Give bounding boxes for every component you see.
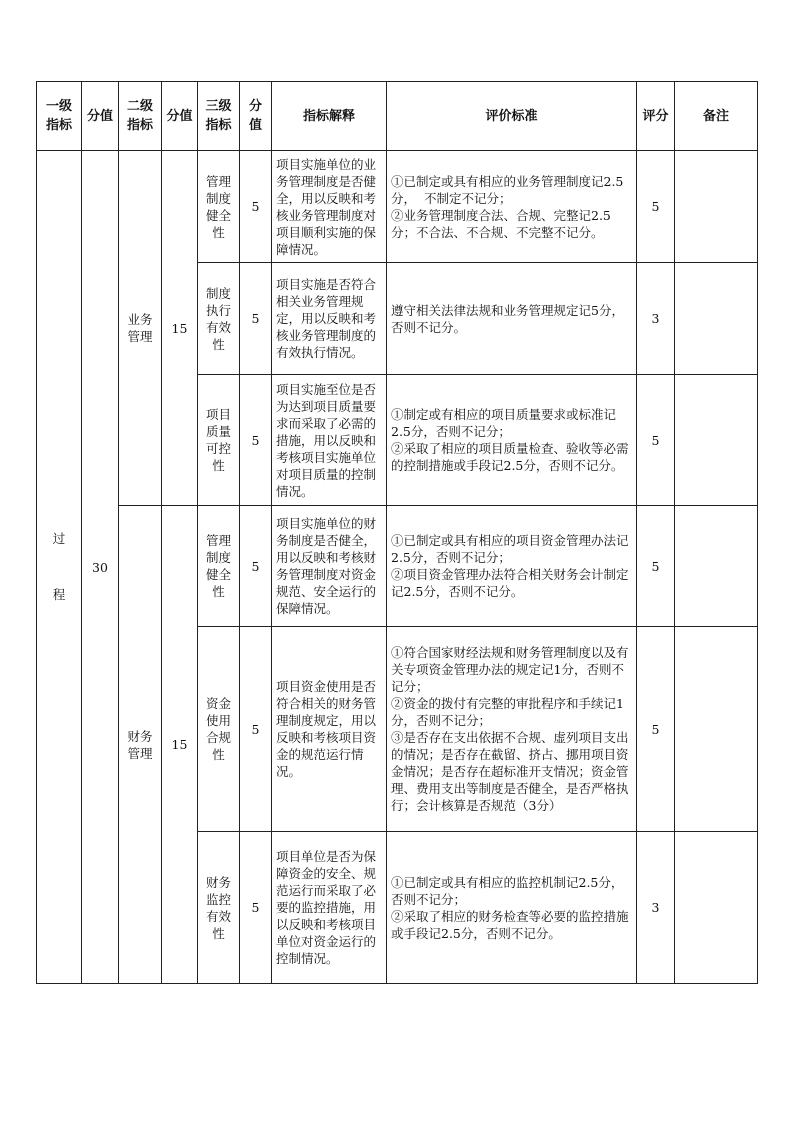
level3-name: 财务监控有效性 — [198, 832, 240, 984]
group-name-finance: 财务管理 — [119, 506, 162, 984]
criteria-cell: ①已制定或具有相应的监控机制记2.5分，否则不记分； ②采取了相应的财务检查等必要的监控措施或手段记2.5分，否则不记分。 — [387, 832, 637, 984]
level1-name-cell — [37, 151, 82, 984]
criteria-cell: ①已制定或具有相应的项目资金管理办法记2.5分，否则不记分； ②项目资金管理办法符合相关财务会计制定记2.5分，否则不记分。 — [387, 506, 637, 627]
level3-score: 5 — [240, 375, 272, 506]
rating-cell: 3 — [637, 832, 675, 984]
level3-name: 制度执行有效性 — [198, 263, 240, 375]
remark-cell — [675, 627, 758, 832]
header-level1: 一级指标 — [37, 82, 82, 151]
remark-cell — [675, 263, 758, 375]
remark-cell — [675, 375, 758, 506]
header-explanation: 指标解释 — [272, 82, 387, 151]
explanation-cell: 项目实施是否符合相关业务管理规定，用以反映和考核业务管理制度的有效执行情况。 — [272, 263, 387, 375]
header-criteria: 评价标准 — [387, 82, 637, 151]
explanation-cell: 项目实施单位的财务制度是否健全，用以反映和考核财务管理制度对资金规范、安全运行的保障情况。 — [272, 506, 387, 627]
rating-cell: 3 — [637, 263, 675, 375]
level3-score: 5 — [240, 832, 272, 984]
header-score1: 分值 — [82, 82, 119, 151]
explanation-cell: 项目资金使用是否符合相关的财务管理制度规定，用以反映和考核项目资金的规范运行情况。 — [272, 627, 387, 832]
evaluation-table — [36, 81, 758, 984]
rating-cell: 5 — [637, 627, 675, 832]
level3-score: 5 — [240, 506, 272, 627]
table-row — [37, 151, 758, 263]
level3-name: 管理制度健全性 — [198, 151, 240, 263]
level3-name: 项目质量可控性 — [198, 375, 240, 506]
level3-score: 5 — [240, 151, 272, 263]
level1-score: 30 — [82, 151, 119, 984]
group-score-finance: 15 — [162, 506, 198, 984]
remark-cell — [675, 506, 758, 627]
rating-cell: 5 — [637, 151, 675, 263]
header-level2: 二级指标 — [119, 82, 162, 151]
level3-score: 5 — [240, 627, 272, 832]
explanation-cell: 项目实施至位是否为达到项目质量要求而采取了必需的措施，用以反映和考核项目实施单位对项目质量的控制情况。 — [272, 375, 387, 506]
criteria-cell: ①符合国家财经法规和财务管理制度以及有关专项资金管理办法的规定记1分，否则不记分； ②资金的拨付有完整的审批程序和手续记1分，否则不记分； ③是否存在支出依据不合规、虚列项目支出的情况；是否存在截留、挤占、挪用项目资金情况；是否存在超标准开支情况；资金管理、费用支出等制度是否健全，是否严格执行；会计核算是否规范（3分） — [387, 627, 637, 832]
level1-name: 过 程 — [52, 531, 66, 602]
rating-cell: 5 — [637, 506, 675, 627]
header-level3: 三级指标 — [198, 82, 240, 151]
header-remark: 备注 — [675, 82, 758, 151]
level3-score: 5 — [240, 263, 272, 375]
header-rating: 评分 — [637, 82, 675, 151]
group-name-business: 业务管理 — [119, 151, 162, 506]
table-row — [37, 506, 758, 627]
header-row — [37, 82, 758, 151]
level3-name: 资金使用合规性 — [198, 627, 240, 832]
explanation-cell: 项目单位是否为保障资金的安全、规范运行而采取了必要的监控措施，用以反映和考核项目单位对资金运行的控制情况。 — [272, 832, 387, 984]
remark-cell — [675, 832, 758, 984]
criteria-cell: 遵守相关法律法规和业务管理规定记5分，否则不记分。 — [387, 263, 637, 375]
header-score2: 分值 — [162, 82, 198, 151]
remark-cell — [675, 151, 758, 263]
criteria-cell: ①制定或有相应的项目质量要求或标准记2.5分，否则不记分； ②采取了相应的项目质量检查、验收等必需的控制措施或手段记2.5分，否则不记分。 — [387, 375, 637, 506]
explanation-cell: 项目实施单位的业务管理制度是否健全，用以反映和考核业务管理制度对项目顺利实施的保障情况。 — [272, 151, 387, 263]
group-score-business: 15 — [162, 151, 198, 506]
criteria-cell: ①已制定或具有相应的业务管理制度记2.5分， 不制定不记分； ②业务管理制度合法、合规、完整记2.5分；不合法、不合规、不完整不记分。 — [387, 151, 637, 263]
header-score3: 分值 — [240, 82, 272, 151]
level3-name: 管理制度健全性 — [198, 506, 240, 627]
rating-cell: 5 — [637, 375, 675, 506]
